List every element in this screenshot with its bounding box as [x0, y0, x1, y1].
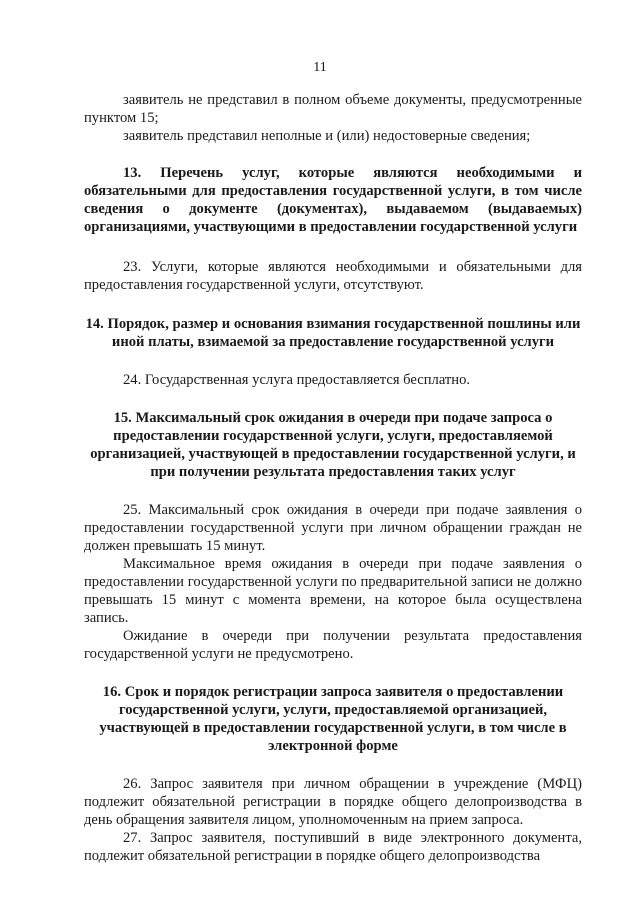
paragraph: 23. Услуги, которые являются необходимыми и обязательными для предоставления государственной услуги, отсутствуют. [84, 259, 582, 293]
section-heading-16: 16. Срок и порядок регистрации запроса заявителя о предоставлении государственной услуги, услуги, предоставляемой организацией, участвующей в предоставлении государственной услуги, в том числе в электронной форме [99, 684, 567, 754]
paragraph: 26. Запрос заявителя при личном обращении в учреждение (МФЦ) подлежит обязательной регистрации в порядке общего делопроизводства в день обращения заявителя лицом, уполномоченным на прием запроса. [84, 776, 582, 828]
paragraph: Максимальное время ожидания в очереди при подаче заявления о предоставлении государственной услуги по предварительной записи не должно превышать 15 минут с момента времени, на которое была осуществлена запись. [84, 556, 582, 626]
document-body [84, 91, 582, 865]
page-number: 11 [313, 60, 327, 75]
section-heading-13: 13. Перечень услуг, которые являются необходимыми и обязательными для предоставления государственной услуги, в том числе сведения о документе (документах), выдаваемом (выдаваемых) организациями, участвующими в предоставлении государственной услуги [84, 165, 582, 235]
paragraph: 24. Государственная услуга предоставляется бесплатно. [123, 372, 471, 388]
paragraph: 25. Максимальный срок ожидания в очереди при подаче заявления о предоставлении государственной услуги при личном обращении граждан не должен превышать 15 минут. [84, 502, 582, 554]
section-heading-15: 15. Максимальный срок ожидания в очереди при подаче запроса о предоставлении государственной услуги, услуги, предоставляемой организацией, участвующей в предоставлении государственной услуги, и при получении результата предоставления таких услуг [90, 410, 576, 480]
paragraph: заявитель не представил в полном объеме документы, предусмотренные пунктом 15; [84, 92, 582, 126]
paragraph: заявитель представил неполные и (или) недостоверные сведения; [123, 128, 531, 144]
paragraph: Ожидание в очереди при получении результата предоставления государственной услуги не предусмотрено. [84, 628, 582, 662]
section-heading-14: 14. Порядок, размер и основания взимания государственной пошлины или иной платы, взимаемой за предоставление государственной услуги [85, 316, 581, 350]
paragraph: 27. Запрос заявителя, поступивший в виде электронного документа, подлежит обязательной регистрации в порядке общего делопроизводства [84, 830, 582, 864]
